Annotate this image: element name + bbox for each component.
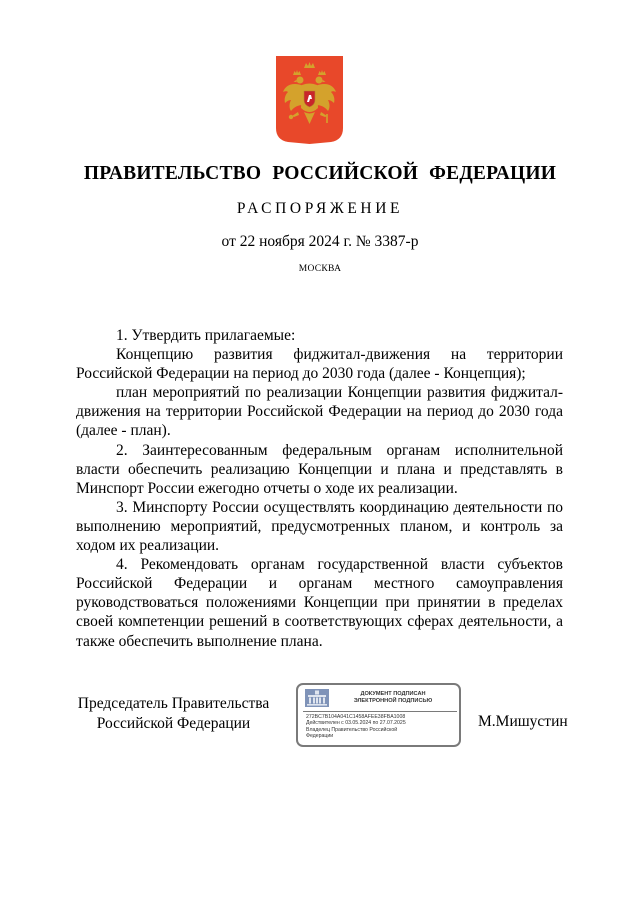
stamp-owner-line2: Федерации	[306, 733, 334, 740]
government-building-icon	[304, 688, 330, 708]
paragraph-3: 3. Минспорту России осуществлять координацию деятельности по выполнению мероприятий, предусмотренных планом, и контроль за ходом их реализации.	[76, 498, 563, 555]
document-type: РАСПОРЯЖЕНИЕ	[236, 200, 404, 217]
government-title: ПРАВИТЕЛЬСТВО РОССИЙСКОЙ ФЕДЕРАЦИИ	[83, 163, 557, 184]
stamp-divider	[303, 711, 457, 712]
stamp-info	[306, 714, 458, 740]
document-body	[76, 326, 563, 651]
signatory-position-line2: Российской Федерации	[96, 714, 251, 732]
coat-of-arms-emblem	[276, 56, 343, 144]
stamp-owner-line1: Владелец Правительство Российской	[306, 726, 398, 733]
city-label: МОСКВА	[298, 264, 342, 274]
signatory-position-line1: Председатель Правительства	[77, 695, 270, 712]
stamp-title	[332, 691, 454, 705]
electronic-signature-stamp	[296, 683, 461, 747]
paragraph-4: 4. Рекомендовать органам государственной власти субъектов Российской Федерации и органам местного самоуправления руководствоваться положениями Концепции при принятии в пределах своей компетенции решений в соответствующих сферах деятельности, а также обеспечить выполнение плана.	[76, 556, 563, 650]
stamp-title-line1: ДОКУМЕНТ ПОДПИСАН	[360, 691, 426, 697]
paragraph-1: 1. Утвердить прилагаемые:	[116, 327, 296, 344]
stamp-title-line2: ЭЛЕКТРОННОЙ ПОДПИСЬЮ	[353, 698, 433, 704]
paragraph-concept: Концепцию развития фиджитал-движения на территории Российской Федерации на период до 2030 года (далее - Концепция);	[76, 346, 563, 383]
document-date-number: от 22 ноября 2024 г. № 3387-р	[221, 233, 419, 250]
paragraph-plan: план мероприятий по реализации Концепции развития фиджитал-движения на территории Российской Федерации на период до 2030 года (далее - план).	[76, 384, 563, 440]
stamp-certificate: 272BC7B104A041C1458AFEE38FBA1008	[306, 714, 406, 720]
stamp-validity: Действителен с 03.05.2024 по 27.07.2025	[306, 720, 406, 727]
signatory-position	[76, 694, 271, 733]
signatory-name: М.Мишустин	[478, 713, 568, 730]
paragraph-2: 2. Заинтересованным федеральным органам исполнительной власти обеспечить реализацию Концепции и плана и представлять в Минспорт России ежегодно отчеты о ходе их реализации.	[76, 441, 563, 497]
